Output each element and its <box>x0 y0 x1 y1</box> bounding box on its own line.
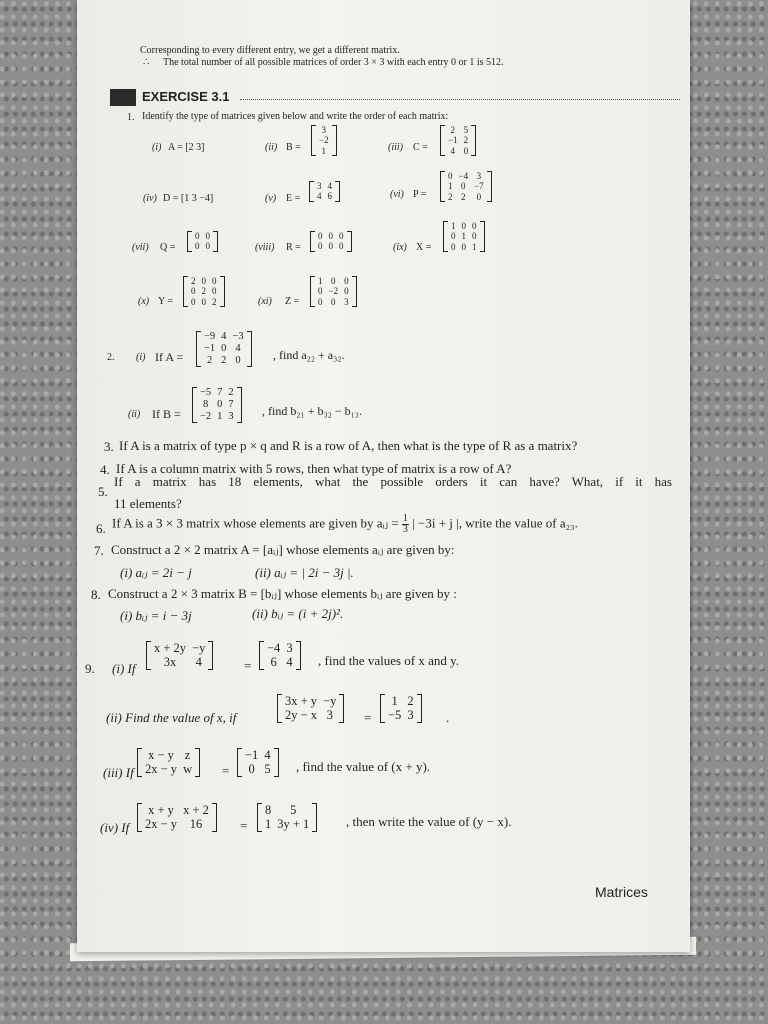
matrix-cell: 4 <box>235 343 241 355</box>
matrix-row <box>445 181 487 191</box>
matrix-cell: 2 <box>201 286 206 297</box>
q1-i-lhs: A = [2 3] <box>168 142 205 153</box>
matrix-cell: 0 <box>205 241 210 252</box>
q9-iv-matrix-right <box>257 803 317 832</box>
intro-line-2: The total number of all possible matrices of order 3 × 3 with each entry 0 or 1 is 512. <box>163 57 504 68</box>
matrix-cell: 3y + 1 <box>277 817 310 832</box>
matrix-cell: 0 <box>318 286 323 297</box>
matrix-cell: 0 <box>328 241 333 252</box>
matrix-row <box>385 694 417 708</box>
matrix-table <box>315 231 347 252</box>
q1-ii-lhs: B = <box>286 142 301 153</box>
q9-ii-matrix-right <box>380 694 422 723</box>
matrix-row <box>445 171 487 181</box>
q6-text-b: | −3i + j |, write the value of a₂₃. <box>412 515 578 531</box>
matrix-row <box>315 241 347 251</box>
matrix-cell: 4 <box>221 331 227 342</box>
matrix-row <box>448 242 480 252</box>
matrix-row <box>385 708 417 722</box>
matrix-table <box>201 331 247 367</box>
q8-text: Construct a 2 × 3 matrix B = [bᵢⱼ] whose elements bᵢⱼ are given by : <box>108 586 457 601</box>
matrix-cell: 2x − y <box>145 762 178 777</box>
matrix-row <box>142 817 212 831</box>
q6-frac-den: 3 <box>402 524 408 535</box>
matrix-table <box>142 748 195 777</box>
q9-number: 9. <box>85 661 95 676</box>
matrix-cell: 0 <box>217 399 223 411</box>
matrix-cell: 5 <box>264 762 271 777</box>
matrix-cell: 1 <box>451 221 456 231</box>
q1-v-label: (v) <box>265 193 277 204</box>
matrix-cell: x + y <box>148 803 174 817</box>
q8-number: 8. <box>91 587 101 602</box>
matrix-cell: 6 <box>270 655 277 670</box>
matrix-row <box>151 655 208 669</box>
matrix-row <box>264 655 296 669</box>
matrix-cell: 0 <box>461 241 466 252</box>
matrix-cell: 5 <box>463 125 469 135</box>
matrix-cell: z <box>184 748 191 762</box>
q9-iv-equals: = <box>240 818 248 833</box>
exercise-title: EXERCISE 3.1 <box>142 89 230 104</box>
matrix-table <box>448 221 480 252</box>
matrix-cell: −5 <box>200 387 212 398</box>
q1-vi-lhs: P = <box>413 189 427 200</box>
chapter-footer: Matrices <box>595 884 648 900</box>
matrix-row <box>314 191 335 201</box>
q7-text: Construct a 2 × 2 matrix A = [aᵢⱼ] whose elements aᵢⱼ are given by: <box>111 542 455 557</box>
matrix-cell: 1 <box>321 145 327 156</box>
matrix-table <box>197 387 237 423</box>
q1-i-label: (i) <box>152 142 162 153</box>
matrix-cell: 2 <box>212 296 217 307</box>
matrix-cell: 7 <box>228 399 234 411</box>
matrix-row <box>316 146 332 156</box>
matrix-cell: 8 <box>202 399 209 411</box>
matrix-cell: 0 <box>339 231 344 241</box>
matrix-cell: −y <box>323 694 337 708</box>
matrix-cell: 0 <box>205 231 210 241</box>
q6-fraction <box>402 514 409 535</box>
matrix-cell: 0 <box>451 231 456 242</box>
matrix-cell: 3 <box>407 708 414 723</box>
matrix-cell: 0 <box>201 296 206 307</box>
matrix-row <box>192 231 213 241</box>
matrix-cell: 1 <box>448 181 453 192</box>
matrix-table <box>445 125 471 156</box>
q9-i-matrix-right <box>259 641 301 670</box>
matrix-cell: 0 <box>221 343 227 355</box>
matrix-row <box>315 286 352 296</box>
matrix-cell: 2 <box>191 276 196 286</box>
q9-ii-matrix-left <box>277 694 344 723</box>
matrix-cell: x + 2y <box>154 641 187 655</box>
matrix-cell: 2 <box>461 191 466 202</box>
matrix-cell: 3 <box>326 708 333 723</box>
q5-line-2: 11 elements? <box>114 496 182 511</box>
matrix-cell: 2 <box>206 355 213 367</box>
q9-iii-equals: = <box>222 763 230 778</box>
q1-viii-lhs: R = <box>286 242 301 253</box>
matrix-cell: 0 <box>472 221 477 231</box>
matrix-row <box>445 125 471 135</box>
matrix-cell: 1 <box>265 817 272 832</box>
matrix-cell: −4 <box>267 641 281 655</box>
q9-ii-equals: = <box>364 710 372 725</box>
matrix-row <box>192 241 213 251</box>
matrix-table <box>316 125 332 156</box>
matrix-table <box>314 181 335 202</box>
matrix-table <box>445 171 487 202</box>
matrix-z <box>310 276 357 307</box>
matrix-cell: 0 <box>472 231 477 242</box>
matrix-cell: 2 <box>463 135 469 146</box>
matrix-cell: −1 <box>448 135 458 146</box>
matrix-cell: 2 <box>450 125 456 135</box>
matrix-cell: 2 <box>407 694 414 708</box>
q9-iv-tail: , then write the value of (y − x). <box>346 814 512 829</box>
q5-line-1: If a matrix has 18 elements, what the possible orders it can have? What, if it has <box>114 474 672 489</box>
matrix-table <box>315 276 352 307</box>
matrix-row <box>197 399 237 411</box>
matrix-row <box>315 276 352 286</box>
matrix-cell: 0 <box>318 231 323 241</box>
matrix-cell: −1 <box>204 343 216 355</box>
matrix-cell: 4 <box>195 655 202 670</box>
matrix-y <box>183 276 225 307</box>
matrix-cell: 0 <box>212 286 217 297</box>
matrix-a <box>196 331 252 367</box>
matrix-table <box>192 231 213 252</box>
matrix-cell: 0 <box>344 276 349 286</box>
matrix-cell: 0 <box>463 145 469 156</box>
matrix-row <box>197 411 237 423</box>
q9-iv-label: (iv) If <box>100 820 130 835</box>
matrix-c <box>440 125 476 156</box>
matrix-table <box>262 803 312 832</box>
matrix-table <box>385 694 417 723</box>
matrix-row <box>282 694 339 708</box>
q9-iii-matrix-right <box>237 748 279 777</box>
matrix-cell: 1 <box>472 241 477 252</box>
q3-text: If A is a matrix of type p × q and R is a row of A, then what is the type of R as a matrix? <box>119 438 578 453</box>
q2-ii-label: (ii) <box>128 409 141 420</box>
q2-i-lhs: If A = <box>155 350 184 364</box>
matrix-row <box>151 641 208 655</box>
matrix-cell: x + 2 <box>183 803 209 817</box>
matrix-row <box>142 762 195 776</box>
matrix-e <box>309 181 340 202</box>
matrix-row <box>188 276 220 286</box>
matrix-row <box>242 748 274 762</box>
matrix-cell: 0 <box>318 296 323 307</box>
matrix-cell: 0 <box>195 241 200 252</box>
matrix-row <box>201 343 247 355</box>
matrix-cell: 0 <box>461 181 466 192</box>
matrix-row <box>315 297 352 307</box>
matrix-row <box>142 748 195 762</box>
matrix-row <box>262 817 312 831</box>
matrix-row <box>201 331 247 343</box>
q1-iii-lhs: C = <box>413 142 428 153</box>
matrix-row <box>314 181 335 191</box>
q5-number: 5. <box>98 484 108 499</box>
matrix-cell: −2 <box>200 411 212 423</box>
q1-xi-lhs: Z = <box>285 296 300 307</box>
matrix-cell: 0 <box>448 171 453 181</box>
matrix-cell: 3 <box>321 125 327 135</box>
matrix-cell: 3 <box>286 641 293 655</box>
exercise-marker <box>110 89 136 106</box>
matrix-table <box>242 748 274 777</box>
q9-iv-matrix-left <box>137 803 217 832</box>
matrix-cell: 2 <box>448 191 453 202</box>
matrix-cell: x − y <box>148 748 174 762</box>
q3-number: 3. <box>104 439 114 454</box>
matrix-cell: 0 <box>212 276 217 286</box>
matrix-row <box>264 641 296 655</box>
matrix-cell: 4 <box>450 145 456 156</box>
q1-xi-label: (xi) <box>258 296 272 307</box>
matrix-cell: 7 <box>217 387 223 398</box>
q2-ii-tail: , find b₂₁ + b₃₂ − b₁₃. <box>262 404 362 418</box>
therefore-symbol: ∴ <box>143 57 150 68</box>
q1-vi-label: (vi) <box>390 189 404 200</box>
q7-number: 7. <box>94 543 104 558</box>
matrix-b <box>311 125 337 156</box>
matrix-cell: 1 <box>318 276 323 286</box>
matrix-cell: 2 <box>221 355 227 367</box>
matrix-row <box>242 762 274 776</box>
matrix-cell: 0 <box>201 276 206 286</box>
matrix-cell: 3x <box>163 655 177 670</box>
q9-iii-matrix-left <box>137 748 200 777</box>
q4-number: 4. <box>100 462 110 477</box>
matrix-cell: 16 <box>189 817 203 832</box>
matrix-cell: 0 <box>476 191 482 202</box>
matrix-cell: 0 <box>331 296 336 307</box>
matrix-cell: 3x + y <box>285 694 318 708</box>
matrix-cell: 3 <box>344 296 349 307</box>
q8-ii: (ii) bᵢⱼ = (i + 2j)². <box>252 606 344 621</box>
q1-ix-lhs: X = <box>416 242 432 253</box>
matrix-row <box>316 135 332 145</box>
matrix-row <box>197 387 237 399</box>
matrix-table <box>282 694 339 723</box>
q9-iii-tail: , find the value of (x + y). <box>296 759 431 774</box>
q1-iii-label: (iii) <box>388 142 403 153</box>
matrix-cell: −9 <box>204 331 216 342</box>
matrix-cell: −2 <box>328 286 339 297</box>
q1-vii-label: (vii) <box>132 242 149 253</box>
intro-line-1: Corresponding to every different entry, we get a different matrix. <box>140 45 400 56</box>
q9-ii-label: (ii) Find the value of x, if <box>106 710 237 725</box>
matrix-cell: 4 <box>286 655 293 670</box>
q2-number: 2. <box>107 352 115 363</box>
q1-number: 1. <box>127 112 135 123</box>
matrix-cell: −1 <box>245 748 259 762</box>
q2-i-tail: , find a₂₂ + a₃₂. <box>273 348 345 362</box>
matrix-cell: −7 <box>474 181 484 192</box>
q1-x-lhs: Y = <box>158 296 173 307</box>
q2-i-label: (i) <box>136 352 146 363</box>
matrix-row <box>262 803 312 817</box>
q9-iii-label: (iii) If <box>103 765 134 780</box>
matrix-row <box>445 192 487 202</box>
matrix-row <box>316 125 332 135</box>
matrix-cell: 4 <box>264 748 271 762</box>
q7-ii: (ii) aᵢⱼ = | 2i − 3j |. <box>255 565 354 580</box>
matrix-row <box>282 708 339 722</box>
matrix-cell: −3 <box>232 331 244 342</box>
matrix-cell: 2y − x <box>285 708 318 723</box>
matrix-cell: −2 <box>319 135 329 146</box>
matrix-cell: 0 <box>191 296 196 307</box>
matrix-row <box>201 355 247 367</box>
matrix-cell: 0 <box>235 355 241 367</box>
matrix-cell: 1 <box>461 231 466 242</box>
q7-i: (i) aᵢⱼ = 2i − j <box>120 565 192 580</box>
q1-ii-label: (ii) <box>265 142 278 153</box>
q6-frac-num: 1 <box>402 513 408 524</box>
matrix-cell: 2 <box>228 387 234 398</box>
q1-iv-lhs: D = [1 3 −4] <box>163 193 214 204</box>
matrix-cell: 0 <box>331 276 336 286</box>
matrix-row <box>188 286 220 296</box>
matrix-cell: 0 <box>248 762 255 777</box>
matrix-q <box>187 231 218 252</box>
q6-text-a: If A is a 3 × 3 matrix whose elements are given by aᵢⱼ = <box>112 515 399 531</box>
q2-ii-lhs: If B = <box>152 407 181 421</box>
q9-i-tail: , find the values of x and y. <box>318 653 460 668</box>
matrix-cell: 8 <box>265 803 272 817</box>
matrix-cell: −y <box>192 641 206 655</box>
matrix-row <box>142 803 212 817</box>
q4-text: If A is a column matrix with 5 rows, then what type of matrix is a row of A? <box>116 461 512 476</box>
q1-text: Identify the type of matrices given below and write the order of each matrix: <box>142 111 449 122</box>
q9-i-matrix-left <box>146 641 213 670</box>
matrix-table <box>188 276 220 307</box>
matrix-cell: −5 <box>388 708 402 723</box>
q9-ii-tail: . <box>446 710 450 725</box>
matrix-table <box>151 641 208 670</box>
matrix-row <box>448 221 480 231</box>
matrix-cell: 0 <box>191 286 196 297</box>
matrix-cell: 0 <box>195 231 200 241</box>
matrix-cell: 1 <box>217 411 223 423</box>
matrix-row <box>445 135 471 145</box>
q6-line <box>112 514 578 535</box>
q6-number: 6. <box>96 521 106 536</box>
matrix-cell: 3 <box>476 171 482 181</box>
matrix-row <box>315 231 347 241</box>
matrix-row <box>448 231 480 241</box>
matrix-table <box>264 641 296 670</box>
matrix-cell: −4 <box>458 171 469 181</box>
q1-viii-label: (viii) <box>255 242 275 253</box>
q8-i: (i) bᵢⱼ = i − 3j <box>120 608 192 623</box>
matrix-cell: w <box>183 762 193 777</box>
matrix-cell: 0 <box>344 286 349 297</box>
matrix-cell: 3 <box>228 411 234 423</box>
q9-i-equals: = <box>244 658 252 673</box>
q1-x-label: (x) <box>138 296 150 307</box>
q1-iv-label: (iv) <box>143 193 157 204</box>
q1-ix-label: (ix) <box>393 242 407 253</box>
matrix-p <box>440 171 492 202</box>
matrix-cell: 3 <box>317 181 322 191</box>
q9-i-label: (i) If <box>112 661 136 676</box>
matrix-row <box>445 146 471 156</box>
matrix-cell: 0 <box>339 241 344 252</box>
exercise-rule <box>240 99 680 100</box>
matrix-cell: 1 <box>391 694 398 708</box>
matrix-cell: 4 <box>317 191 322 202</box>
matrix-cell: 0 <box>451 241 456 252</box>
matrix-x <box>443 221 485 252</box>
matrix-cell: 0 <box>461 221 466 231</box>
matrix-cell: 2x − y <box>145 817 178 832</box>
matrix-cell: 4 <box>327 181 332 191</box>
matrix-cell: 6 <box>327 191 332 202</box>
matrix-table <box>142 803 212 832</box>
matrix-b-q2 <box>192 387 242 423</box>
matrix-row <box>188 297 220 307</box>
matrix-r <box>310 231 352 252</box>
q1-vii-lhs: Q = <box>160 242 176 253</box>
q1-v-lhs: E = <box>286 193 301 204</box>
matrix-cell: 0 <box>328 231 333 241</box>
matrix-cell: 0 <box>318 241 323 252</box>
matrix-cell: 5 <box>290 803 297 817</box>
